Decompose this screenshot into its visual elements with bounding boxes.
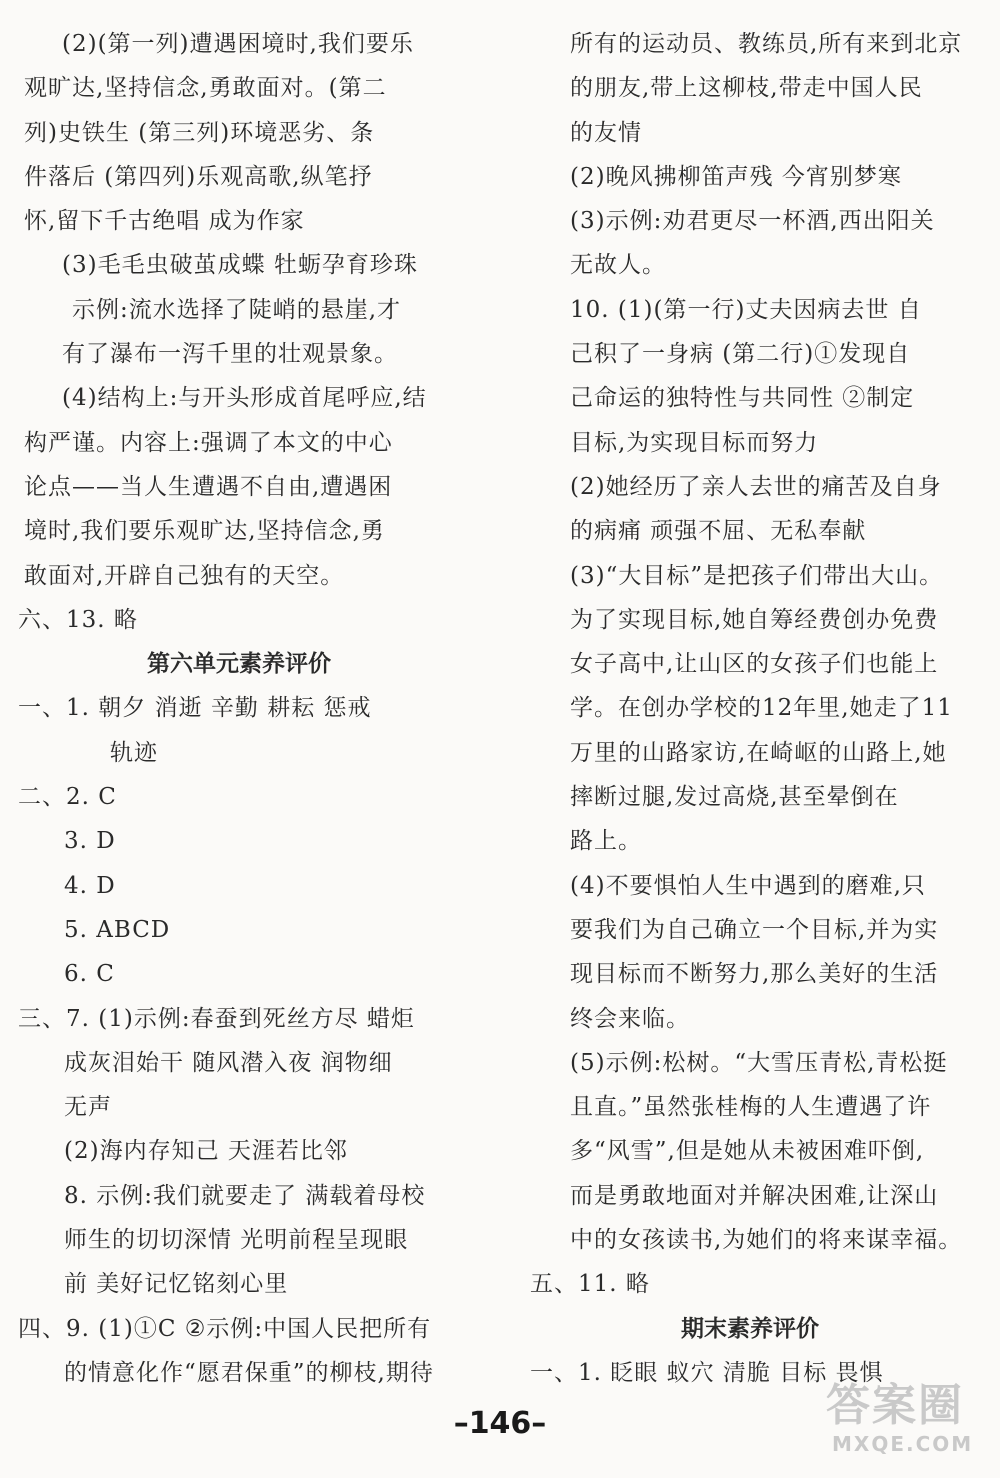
answer-line: 为了实现目标,她自筹经费创办免费 — [570, 606, 939, 633]
answer-line: 示例:流水选择了陡峭的悬崖,才 — [72, 296, 402, 323]
question-number: 五、11. 略 — [530, 1271, 650, 1298]
answer-line: 多“风雪”,但是她从未被困难吓倒, — [570, 1138, 925, 1165]
answer-line: 件落后 (第四列)乐观高歌,纵笔抒 — [24, 163, 373, 190]
answer-line: (2)她经历了亲人去世的痛苦及自身 — [570, 473, 942, 500]
answer-line: 学。在创办学校的12年里,她走了11 — [570, 695, 953, 722]
answer-line: 无故人。 — [570, 252, 666, 279]
answer-line: 的病痛 顽强不屈、无私奉献 — [570, 518, 867, 545]
watermark-logo — [826, 1380, 986, 1470]
answer-line: 观旷达,坚持信念,勇敢面对。(第二 — [24, 75, 387, 102]
question-number: 二、2. C — [18, 784, 117, 811]
answer-line: 无声 — [64, 1094, 112, 1121]
answer-line: 摔断过腿,发过高烧,甚至晕倒在 — [570, 784, 899, 811]
left-column — [18, 22, 454, 1395]
answer-line: 师生的切切深情 光明前程呈现眼 — [64, 1227, 409, 1254]
answer-line: 3. D — [64, 828, 116, 855]
answer-line: 有了瀑布一泻千里的壮观景象。 — [62, 341, 398, 368]
answer-line: 己命运的独特性与共同性 ②制定 — [570, 385, 915, 412]
answer-line: 轨迹 — [110, 739, 158, 766]
answer-line: 所有的运动员、教练员,所有来到北京 — [570, 31, 963, 57]
answer-line: 中的女孩读书,为她们的将来谋幸福。 — [570, 1227, 963, 1254]
answer-line: 敢面对,开辟自己独有的天空。 — [24, 562, 345, 589]
answer-line: (5)示例:松树。“大雪压青松,青松挺 — [570, 1049, 948, 1076]
answer-line: 列)史铁生 (第三列)环境恶劣、条 — [24, 119, 375, 146]
right-column — [530, 22, 970, 1395]
section-heading: 第六单元素养评价 — [147, 651, 331, 678]
answer-line: (4)结构上:与开头形成首尾呼应,结 — [62, 385, 427, 412]
answer-line: (3)毛毛虫破茧成蝶 牡蛎孕育珍珠 — [62, 252, 418, 279]
answer-line: 怀,留下千古绝唱 成为作家 — [24, 208, 305, 235]
question-number: 六、13. 略 — [18, 606, 138, 633]
answer-line: 成灰泪始干 随风潜入夜 润物细 — [64, 1049, 393, 1076]
answer-line: (3)“大目标”是把孩子们带出大山。 — [570, 562, 944, 589]
answer-line: 万里的山路家访,在崎岖的山路上,她 — [570, 739, 947, 766]
page-number: –146– — [453, 1406, 547, 1441]
answer-line: (2)海内存知己 天涯若比邻 — [64, 1138, 348, 1165]
question-number: 一、1. 朝夕 消逝 辛勤 耕耘 惩戒 — [18, 695, 372, 722]
answer-line: 现目标而不断努力,那么美好的生活 — [570, 961, 939, 988]
answer-line: (2)(第一列)遭遇困境时,我们要乐 — [62, 31, 414, 57]
question-number: 三、7. (1)示例:春蚕到死丝方尽 蜡炬 — [18, 1005, 415, 1032]
watermark-text: 答案圈 — [826, 1380, 964, 1431]
answer-line: 要我们为自己确立一个目标,并为实 — [570, 916, 939, 943]
answer-line: (3)示例:劝君更尽一杯酒,西出阳关 — [570, 208, 935, 235]
answer-line: 4. D — [64, 872, 116, 899]
answer-line: 5. ABCD — [64, 916, 171, 943]
answer-line: (2)晚风拂柳笛声残 今宵别梦寒 — [570, 163, 902, 190]
question-number: 四、9. (1)①C ②示例:中国人民把所有 — [18, 1315, 432, 1342]
answer-line: 而是勇敢地面对并解决困难,让深山 — [570, 1182, 939, 1209]
answer-line: 的友情 — [570, 119, 642, 146]
answer-line: 10. (1)(第一行)丈夫因病去世 自 — [570, 296, 922, 323]
answer-line: 境时,我们要乐观旷达,坚持信念,勇 — [24, 518, 385, 545]
answer-line: 前 美好记忆铭刻心里 — [64, 1271, 289, 1298]
answer-line: 8. 示例:我们就要走了 满载着母校 — [64, 1182, 426, 1209]
answer-line: 一、1. 眨眼 蚁穴 清脆 目标 畏惧 — [530, 1359, 884, 1386]
answer-line: 构严谨。内容上:强调了本文的中心 — [24, 429, 393, 456]
answer-line: (4)不要惧怕人生中遇到的磨难,只 — [570, 872, 926, 899]
answer-line: 终会来临。 — [570, 1005, 690, 1032]
answer-line: 目标,为实现目标而努力 — [570, 429, 819, 456]
answer-line: 的朋友,带上这柳枝,带走中国人民 — [570, 75, 923, 102]
answer-line: 且直。”虽然张桂梅的人生遭遇了许 — [570, 1094, 932, 1121]
answer-line: 的情意化作“愿君保重”的柳枝,期待 — [64, 1359, 434, 1386]
answer-line: 6. C — [64, 961, 115, 988]
answer-line: 己积了一身病 (第二行)①发现自 — [570, 341, 911, 368]
section-heading: 期末素养评价 — [681, 1315, 819, 1342]
watermark-url: MXQE.COM — [832, 1432, 974, 1456]
answer-line: 路上。 — [570, 828, 642, 855]
answer-line: 论点——当人生遭遇不自由,遭遇困 — [24, 473, 393, 500]
answer-line: 女子高中,让山区的女孩子们也能上 — [570, 651, 939, 678]
